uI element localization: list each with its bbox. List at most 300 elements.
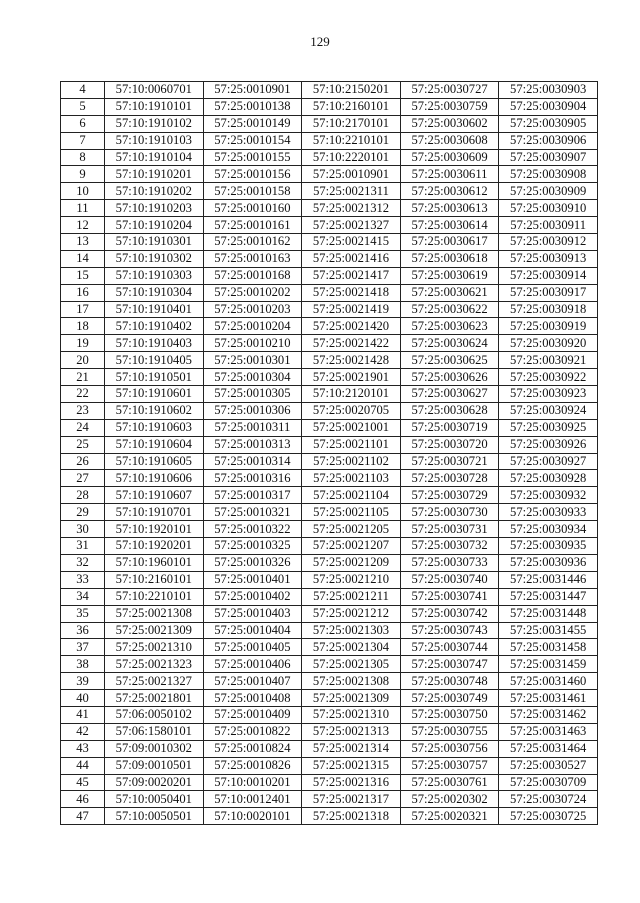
cadastral-code-cell: 57:25:0010149 (203, 115, 302, 132)
cadastral-code-cell: 57:10:1910201 (105, 166, 204, 183)
cadastral-code-cell: 57:25:0030527 (499, 757, 598, 774)
cadastral-code-cell: 57:25:0030728 (400, 470, 499, 487)
cadastral-code-cell: 57:25:0030623 (400, 318, 499, 335)
cadastral-code-cell: 57:25:0030624 (400, 335, 499, 352)
table-row (61, 217, 598, 234)
cadastral-code-cell: 57:25:0031458 (499, 639, 598, 656)
row-number-cell: 22 (61, 386, 105, 403)
cadastral-code-cell: 57:10:1910401 (105, 301, 204, 318)
row-number-cell: 37 (61, 639, 105, 656)
row-number-cell: 17 (61, 301, 105, 318)
cadastral-code-cell: 57:25:0030905 (499, 115, 598, 132)
table-row (61, 791, 598, 808)
cadastral-code-cell: 57:25:0030622 (400, 301, 499, 318)
cadastral-code-cell: 57:25:0010408 (203, 690, 302, 707)
table-row (61, 115, 598, 132)
cadastral-code-cell: 57:25:0021308 (302, 673, 401, 690)
row-number-cell: 28 (61, 487, 105, 504)
cadastral-code-cell: 57:10:1910302 (105, 250, 204, 267)
row-number-cell: 45 (61, 774, 105, 791)
cadastral-code-cell: 57:25:0031459 (499, 656, 598, 673)
cadastral-code-cell: 57:10:1910103 (105, 132, 204, 149)
cadastral-code-cell: 57:25:0010138 (203, 98, 302, 115)
cadastral-code-cell: 57:25:0030729 (400, 487, 499, 504)
cadastral-code-cell: 57:25:0010204 (203, 318, 302, 335)
cadastral-code-cell: 57:10:1910405 (105, 352, 204, 369)
cadastral-code-cell: 57:25:0031464 (499, 740, 598, 757)
cadastral-code-cell: 57:25:0030934 (499, 521, 598, 538)
cadastral-code-cell: 57:25:0030614 (400, 217, 499, 234)
cadastral-code-cell: 57:25:0030756 (400, 740, 499, 757)
cadastral-code-cell: 57:09:0010302 (105, 740, 204, 757)
row-number-cell: 21 (61, 369, 105, 386)
cadastral-code-cell: 57:25:0030627 (400, 386, 499, 403)
cadastral-code-cell: 57:10:2160101 (105, 571, 204, 588)
cadastral-code-cell: 57:25:0021312 (302, 200, 401, 217)
cadastral-code-cell: 57:25:0021103 (302, 470, 401, 487)
table-row (61, 82, 598, 99)
cadastral-code-cell: 57:25:0021318 (302, 808, 401, 825)
table-row (61, 521, 598, 538)
cadastral-code-cell: 57:25:0030927 (499, 453, 598, 470)
cadastral-code-cell: 57:10:0012401 (203, 791, 302, 808)
cadastral-code-cell: 57:25:0021205 (302, 521, 401, 538)
cadastral-code-cell: 57:25:0010405 (203, 639, 302, 656)
cadastral-code-cell: 57:25:0030759 (400, 98, 499, 115)
table-row (61, 250, 598, 267)
row-number-cell: 23 (61, 402, 105, 419)
table-row (61, 267, 598, 284)
cadastral-code-cell: 57:25:0030709 (499, 774, 598, 791)
cadastral-code-cell: 57:25:0021309 (302, 690, 401, 707)
row-number-cell: 26 (61, 453, 105, 470)
cadastral-code-cell: 57:10:1910202 (105, 183, 204, 200)
row-number-cell: 14 (61, 250, 105, 267)
cadastral-code-cell: 57:25:0010158 (203, 183, 302, 200)
table-row (61, 402, 598, 419)
cadastral-code-cell: 57:10:1910403 (105, 335, 204, 352)
cadastral-code-cell: 57:25:0030906 (499, 132, 598, 149)
row-number-cell: 24 (61, 419, 105, 436)
cadastral-code-cell: 57:25:0030907 (499, 149, 598, 166)
cadastral-code-cell: 57:25:0021417 (302, 267, 401, 284)
table-row (61, 487, 598, 504)
cadastral-code-cell: 57:25:0031461 (499, 690, 598, 707)
cadastral-code-cell: 57:25:0030909 (499, 183, 598, 200)
cadastral-code-cell: 57:25:0030914 (499, 267, 598, 284)
row-number-cell: 40 (61, 690, 105, 707)
cadastral-code-cell: 57:25:0030625 (400, 352, 499, 369)
cadastral-code-cell: 57:25:0021308 (105, 605, 204, 622)
cadastral-code-cell: 57:25:0030903 (499, 82, 598, 99)
table-row (61, 554, 598, 571)
cadastral-code-cell: 57:10:2220101 (302, 149, 401, 166)
cadastral-code-cell: 57:25:0030917 (499, 284, 598, 301)
cadastral-code-cell: 57:25:0021212 (302, 605, 401, 622)
cadastral-code-cell: 57:10:1910301 (105, 234, 204, 251)
cadastral-code-cell: 57:25:0030743 (400, 622, 499, 639)
cadastral-code-cell: 57:25:0021327 (302, 217, 401, 234)
cadastral-code-cell: 57:25:0021210 (302, 571, 401, 588)
cadastral-code-cell: 57:25:0031447 (499, 588, 598, 605)
table-row (61, 166, 598, 183)
cadastral-code-cell: 57:10:2170101 (302, 115, 401, 132)
cadastral-code-cell: 57:10:1910605 (105, 453, 204, 470)
table-row (61, 673, 598, 690)
row-number-cell: 7 (61, 132, 105, 149)
cadastral-code-cell: 57:25:0030761 (400, 774, 499, 791)
row-number-cell: 9 (61, 166, 105, 183)
table-row (61, 605, 598, 622)
cadastral-code-cell: 57:10:1910303 (105, 267, 204, 284)
cadastral-code-cell: 57:25:0010163 (203, 250, 302, 267)
row-number-cell: 27 (61, 470, 105, 487)
cadastral-code-cell: 57:25:0030613 (400, 200, 499, 217)
cadastral-code-cell: 57:25:0010404 (203, 622, 302, 639)
cadastral-code-cell: 57:25:0010822 (203, 723, 302, 740)
cadastral-code-cell: 57:10:1910304 (105, 284, 204, 301)
cadastral-code-cell: 57:25:0010306 (203, 402, 302, 419)
row-number-cell: 42 (61, 723, 105, 740)
cadastral-code-cell: 57:25:0010203 (203, 301, 302, 318)
cadastral-code-cell: 57:25:0010311 (203, 419, 302, 436)
cadastral-code-cell: 57:25:0021327 (105, 673, 204, 690)
row-number-cell: 12 (61, 217, 105, 234)
cadastral-code-cell: 57:06:0050102 (105, 706, 204, 723)
row-number-cell: 30 (61, 521, 105, 538)
cadastral-code-cell: 57:25:0021415 (302, 234, 401, 251)
row-number-cell: 29 (61, 504, 105, 521)
table-row (61, 352, 598, 369)
cadastral-code-cell: 57:25:0021309 (105, 622, 204, 639)
table-row (61, 656, 598, 673)
row-number-cell: 32 (61, 554, 105, 571)
cadastral-code-cell: 57:25:0030923 (499, 386, 598, 403)
cadastral-code-cell: 57:25:0010826 (203, 757, 302, 774)
table-row (61, 234, 598, 251)
table-row (61, 504, 598, 521)
cadastral-code-cell: 57:25:0030727 (400, 82, 499, 99)
cadastral-code-cell: 57:25:0010304 (203, 369, 302, 386)
cadastral-code-cell: 57:25:0030733 (400, 554, 499, 571)
cadastral-code-cell: 57:25:0021323 (105, 656, 204, 673)
cadastral-code-cell: 57:25:0030749 (400, 690, 499, 707)
row-number-cell: 39 (61, 673, 105, 690)
cadastral-code-cell: 57:25:0030750 (400, 706, 499, 723)
cadastral-code-cell: 57:25:0021314 (302, 740, 401, 757)
cadastral-code-cell: 57:25:0010406 (203, 656, 302, 673)
cadastral-code-cell: 57:25:0010402 (203, 588, 302, 605)
cadastral-code-cell: 57:25:0030742 (400, 605, 499, 622)
cadastral-code-cell: 57:25:0021317 (302, 791, 401, 808)
cadastral-code-cell: 57:25:0021801 (105, 690, 204, 707)
cadastral-code-cell: 57:25:0021101 (302, 436, 401, 453)
cadastral-code-cell: 57:06:1580101 (105, 723, 204, 740)
cadastral-code-cell: 57:25:0030935 (499, 538, 598, 555)
row-number-cell: 41 (61, 706, 105, 723)
cadastral-code-cell: 57:25:0021418 (302, 284, 401, 301)
cadastral-code-cell: 57:25:0030731 (400, 521, 499, 538)
cadastral-code-cell: 57:10:1910604 (105, 436, 204, 453)
cadastral-code-cell: 57:25:0020321 (400, 808, 499, 825)
cadastral-code-cell: 57:25:0021315 (302, 757, 401, 774)
cadastral-code-cell: 57:25:0030724 (499, 791, 598, 808)
cadastral-code-cell: 57:25:0030626 (400, 369, 499, 386)
cadastral-code-cell: 57:25:0030919 (499, 318, 598, 335)
cadastral-code-cell: 57:25:0010326 (203, 554, 302, 571)
cadastral-code-cell: 57:10:2150201 (302, 82, 401, 99)
cadastral-code-cell: 57:25:0010210 (203, 335, 302, 352)
cadastral-code-cell: 57:10:1910606 (105, 470, 204, 487)
cadastral-code-cell: 57:25:0030926 (499, 436, 598, 453)
cadastral-code-cell: 57:25:0010403 (203, 605, 302, 622)
cadastral-code-cell: 57:25:0021422 (302, 335, 401, 352)
row-number-cell: 44 (61, 757, 105, 774)
cadastral-code-cell: 57:10:0050401 (105, 791, 204, 808)
cadastral-code-cell: 57:25:0021207 (302, 538, 401, 555)
table-row (61, 284, 598, 301)
row-number-cell: 33 (61, 571, 105, 588)
cadastral-code-cell: 57:25:0030741 (400, 588, 499, 605)
cadastral-code-cell: 57:25:0010407 (203, 673, 302, 690)
row-number-cell: 25 (61, 436, 105, 453)
cadastral-code-cell: 57:25:0030912 (499, 234, 598, 251)
cadastral-code-cell: 57:25:0021105 (302, 504, 401, 521)
cadastral-code-cell: 57:10:2210101 (105, 588, 204, 605)
cadastral-code-cell: 57:25:0030725 (499, 808, 598, 825)
cadastral-code-cell: 57:10:1910102 (105, 115, 204, 132)
row-number-cell: 35 (61, 605, 105, 622)
row-number-cell: 31 (61, 538, 105, 555)
row-number-cell: 13 (61, 234, 105, 251)
row-number-cell: 20 (61, 352, 105, 369)
cadastral-code-cell: 57:25:0030730 (400, 504, 499, 521)
table-row (61, 470, 598, 487)
cadastral-code-cell: 57:25:0030744 (400, 639, 499, 656)
cadastral-code-cell: 57:25:0021310 (105, 639, 204, 656)
cadastral-code-cell: 57:25:0030757 (400, 757, 499, 774)
row-number-cell: 8 (61, 149, 105, 166)
table-row (61, 301, 598, 318)
table-row (61, 538, 598, 555)
cadastral-code-cell: 57:25:0021311 (302, 183, 401, 200)
cadastral-code-cell: 57:25:0010155 (203, 149, 302, 166)
cadastral-code-cell: 57:25:0010161 (203, 217, 302, 234)
row-number-cell: 4 (61, 82, 105, 99)
cadastral-code-cell: 57:10:0060701 (105, 82, 204, 99)
cadastral-code-cell: 57:25:0010160 (203, 200, 302, 217)
cadastral-code-cell: 57:25:0030719 (400, 419, 499, 436)
cadastral-code-cell: 57:25:0021416 (302, 250, 401, 267)
cadastral-code-cell: 57:25:0010401 (203, 571, 302, 588)
cadastral-code-cell: 57:25:0030628 (400, 402, 499, 419)
table-row (61, 774, 598, 791)
cadastral-code-cell: 57:25:0021001 (302, 419, 401, 436)
cadastral-code-cell: 57:25:0030617 (400, 234, 499, 251)
cadastral-code-cell: 57:25:0030740 (400, 571, 499, 588)
row-number-cell: 38 (61, 656, 105, 673)
cadastral-code-cell: 57:25:0030619 (400, 267, 499, 284)
cadastral-code-cell: 57:25:0010409 (203, 706, 302, 723)
cadastral-code-cell: 57:25:0030908 (499, 166, 598, 183)
cadastral-code-cell: 57:25:0030910 (499, 200, 598, 217)
row-number-cell: 6 (61, 115, 105, 132)
cadastral-code-cell: 57:25:0030918 (499, 301, 598, 318)
cadastral-code-cell: 57:25:0010154 (203, 132, 302, 149)
table-row (61, 419, 598, 436)
table-row (61, 200, 598, 217)
cadastral-code-cell: 57:25:0021211 (302, 588, 401, 605)
row-number-cell: 34 (61, 588, 105, 605)
cadastral-code-cell: 57:25:0030611 (400, 166, 499, 183)
cadastral-code-cell: 57:25:0010168 (203, 267, 302, 284)
cadastral-code-cell: 57:25:0030925 (499, 419, 598, 436)
row-number-cell: 10 (61, 183, 105, 200)
cadastral-code-cell: 57:10:1910203 (105, 200, 204, 217)
cadastral-code-cell: 57:10:2120101 (302, 386, 401, 403)
table-row (61, 98, 598, 115)
cadastral-code-cell: 57:25:0030612 (400, 183, 499, 200)
table-row (61, 723, 598, 740)
cadastral-code-cell: 57:25:0010824 (203, 740, 302, 757)
cadastral-code-cell: 57:25:0021305 (302, 656, 401, 673)
cadastral-code-cell: 57:25:0021316 (302, 774, 401, 791)
cadastral-code-cell: 57:25:0030621 (400, 284, 499, 301)
table-row (61, 639, 598, 656)
table-row (61, 690, 598, 707)
cadastral-code-cell: 57:25:0010202 (203, 284, 302, 301)
cadastral-code-cell: 57:25:0020302 (400, 791, 499, 808)
cadastral-code-cell: 57:10:1910204 (105, 217, 204, 234)
cadastral-code-cell: 57:25:0030933 (499, 504, 598, 521)
table-row (61, 183, 598, 200)
cadastral-code-cell: 57:25:0010313 (203, 436, 302, 453)
cadastral-code-cell: 57:25:0030932 (499, 487, 598, 504)
cadastral-code-cell: 57:25:0010901 (203, 82, 302, 99)
cadastral-code-cell: 57:25:0031460 (499, 673, 598, 690)
row-number-cell: 18 (61, 318, 105, 335)
cadastral-code-cell: 57:25:0010314 (203, 453, 302, 470)
cadastral-code-cell: 57:25:0030748 (400, 673, 499, 690)
cadastral-code-cell: 57:25:0030609 (400, 149, 499, 166)
cadastral-code-cell: 57:25:0030720 (400, 436, 499, 453)
cadastral-code-cell: 57:10:2210101 (302, 132, 401, 149)
cadastral-code-cell: 57:25:0030911 (499, 217, 598, 234)
row-number-cell: 47 (61, 808, 105, 825)
cadastral-code-cell: 57:10:1910501 (105, 369, 204, 386)
cadastral-code-cell: 57:25:0021428 (302, 352, 401, 369)
cadastral-code-cell: 57:25:0030608 (400, 132, 499, 149)
cadastral-code-cell: 57:10:1910607 (105, 487, 204, 504)
cadastral-code-cell: 57:25:0010901 (302, 166, 401, 183)
cadastral-code-cell: 57:25:0030755 (400, 723, 499, 740)
table-row (61, 740, 598, 757)
cadastral-code-cell: 57:25:0030602 (400, 115, 499, 132)
cadastral-code-cell: 57:25:0021104 (302, 487, 401, 504)
cadastral-code-cell: 57:25:0030747 (400, 656, 499, 673)
cadastral-code-cell: 57:25:0031455 (499, 622, 598, 639)
cadastral-code-cell: 57:25:0021209 (302, 554, 401, 571)
cadastral-code-cell: 57:25:0020705 (302, 402, 401, 419)
cadastral-code-cell: 57:25:0021310 (302, 706, 401, 723)
cadastral-code-cell: 57:25:0021313 (302, 723, 401, 740)
cadastral-code-cell: 57:25:0031446 (499, 571, 598, 588)
cadastral-code-cell: 57:25:0030920 (499, 335, 598, 352)
table-row (61, 622, 598, 639)
table-row (61, 149, 598, 166)
cadastral-code-cell: 57:25:0021419 (302, 301, 401, 318)
cadastral-code-cell: 57:10:1960101 (105, 554, 204, 571)
cadastral-code-cell: 57:25:0010322 (203, 521, 302, 538)
row-number-cell: 15 (61, 267, 105, 284)
cadastral-code-cell: 57:25:0030618 (400, 250, 499, 267)
table-row (61, 706, 598, 723)
cadastral-code-cell: 57:25:0030924 (499, 402, 598, 419)
cadastral-code-cell: 57:25:0031463 (499, 723, 598, 740)
cadastral-code-cell: 57:25:0010317 (203, 487, 302, 504)
cadastral-code-cell: 57:10:0020101 (203, 808, 302, 825)
table-row (61, 757, 598, 774)
row-number-cell: 46 (61, 791, 105, 808)
table-row (61, 318, 598, 335)
cadastral-code-cell: 57:10:1920201 (105, 538, 204, 555)
cadastral-code-cell: 57:25:0021102 (302, 453, 401, 470)
cadastral-code-cell: 57:25:0010301 (203, 352, 302, 369)
cadastral-code-cell: 57:25:0021420 (302, 318, 401, 335)
cadastral-code-cell: 57:25:0030921 (499, 352, 598, 369)
table-row (61, 369, 598, 386)
table-row (61, 808, 598, 825)
cadastral-code-cell: 57:10:1910101 (105, 98, 204, 115)
cadastral-code-cell: 57:25:0030936 (499, 554, 598, 571)
cadastral-code-cell: 57:25:0030913 (499, 250, 598, 267)
row-number-cell: 16 (61, 284, 105, 301)
cadastral-code-cell: 57:10:2160101 (302, 98, 401, 115)
table-row (61, 588, 598, 605)
row-number-cell: 5 (61, 98, 105, 115)
cadastral-code-cell: 57:10:1910701 (105, 504, 204, 521)
cadastral-code-cell: 57:25:0010325 (203, 538, 302, 555)
row-number-cell: 36 (61, 622, 105, 639)
table-row (61, 335, 598, 352)
table-row (61, 132, 598, 149)
cadastral-code-cell: 57:10:0010201 (203, 774, 302, 791)
page-number: 129 (310, 34, 330, 49)
row-number-cell: 43 (61, 740, 105, 757)
cadastral-code-cell: 57:10:1910603 (105, 419, 204, 436)
cadastral-code-cell: 57:10:1910601 (105, 386, 204, 403)
table-row (61, 453, 598, 470)
cadastral-code-cell: 57:09:0020201 (105, 774, 204, 791)
cadastral-code-cell: 57:25:0031448 (499, 605, 598, 622)
cadastral-code-cell: 57:10:1910602 (105, 402, 204, 419)
cadastral-code-cell: 57:10:1920101 (105, 521, 204, 538)
table-body (61, 82, 598, 825)
cadastral-code-cell: 57:25:0030922 (499, 369, 598, 386)
cadastral-code-cell: 57:25:0030928 (499, 470, 598, 487)
cadastral-code-cell: 57:25:0010321 (203, 504, 302, 521)
cadastral-code-cell: 57:25:0030721 (400, 453, 499, 470)
table-row (61, 571, 598, 588)
cadastral-code-cell: 57:10:1910104 (105, 149, 204, 166)
cadastral-code-cell: 57:25:0021304 (302, 639, 401, 656)
cadastral-code-cell: 57:25:0031462 (499, 706, 598, 723)
cadastral-code-cell: 57:25:0030904 (499, 98, 598, 115)
cadastral-code-cell: 57:25:0030732 (400, 538, 499, 555)
cadastral-code-cell: 57:25:0021303 (302, 622, 401, 639)
cadastral-code-cell: 57:10:0050501 (105, 808, 204, 825)
cadastral-code-cell: 57:09:0010501 (105, 757, 204, 774)
